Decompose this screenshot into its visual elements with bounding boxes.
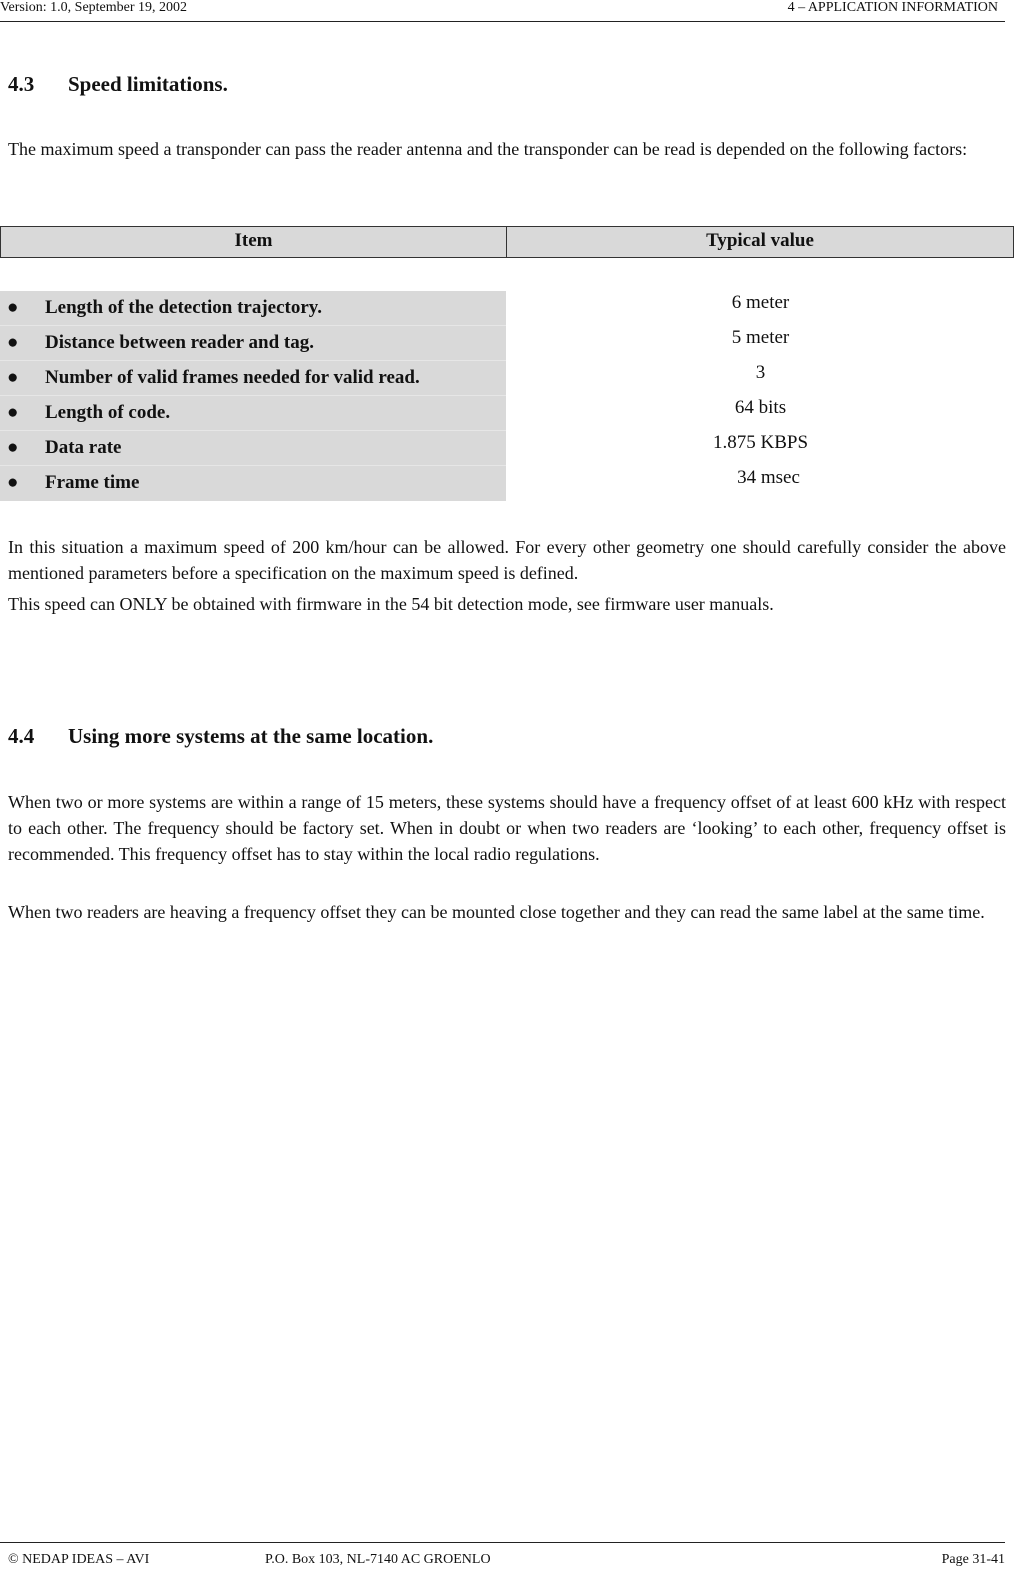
item-label: Length of the detection trajectory. <box>45 297 323 318</box>
bullet-icon: ● <box>7 297 19 318</box>
typical-value: 64 bits <box>734 397 787 418</box>
list-item <box>0 466 506 501</box>
list-item <box>0 326 506 361</box>
typical-values-list <box>507 287 1014 497</box>
typical-value: 1.875 KBPS <box>712 432 809 453</box>
list-item <box>0 361 506 396</box>
item-label: Data rate <box>45 437 122 458</box>
section-number: 4.3 <box>8 72 35 96</box>
firmware-note-paragraph: This speed can ONLY be obtained with firmware in the 54 bit detection mode, see firmware user manuals. <box>8 594 774 614</box>
column-header-item: Item <box>0 226 507 258</box>
typical-value: 3 <box>755 362 766 383</box>
header-version: Version: 1.0, September 19, 2002 <box>0 0 188 15</box>
bullet-icon: ● <box>7 367 19 388</box>
section-number: 4.4 <box>8 724 35 748</box>
typical-value: 5 meter <box>731 327 790 348</box>
frequency-offset-paragraph: When two or more systems are within a range of 15 meters, these systems should have a frequency offset of at least 600 kHz with respect to each other. The frequency should be factory set. When in doubt or when two readers are ‘looking’ to each other, frequency offset is recommended. This frequency offset has to stay within the local radio regulations. <box>8 792 1006 864</box>
bullet-icon: ● <box>7 402 19 423</box>
section-title: Using more systems at the same location. <box>68 724 434 748</box>
section-title: Speed limitations. <box>68 72 228 96</box>
section-4-4-heading <box>8 724 433 749</box>
speed-result-paragraph: In this situation a maximum speed of 200 km/hour can be allowed. For every other geometry one should carefully consider the above mentioned parameters before a specification on the maximum speed is defined. <box>8 537 1006 583</box>
item-label: Distance between reader and tag. <box>45 332 314 353</box>
item-label: Frame time <box>45 472 140 493</box>
footer-page-number: Page 31-41 <box>941 1552 1005 1567</box>
column-header-typical-value: Typical value <box>507 226 1014 258</box>
mounting-paragraph: When two readers are heaving a frequency offset they can be mounted close together and they can read the same label at the same time. <box>8 902 985 922</box>
typical-value: 34 msec <box>737 467 800 488</box>
footer-copyright: © NEDAP IDEAS – AVI <box>8 1552 150 1567</box>
page-header <box>0 0 1005 22</box>
typical-value: 6 meter <box>731 292 790 313</box>
list-item <box>0 396 506 431</box>
footer-address: P.O. Box 103, NL-7140 AC GROENLO <box>265 1552 491 1567</box>
list-item <box>0 291 506 326</box>
speed-intro-paragraph: The maximum speed a transponder can pass the reader antenna and the transponder can be read is depended on the following factors: <box>8 139 968 159</box>
bullet-icon: ● <box>7 472 19 493</box>
item-label: Number of valid frames needed for valid read. <box>45 367 420 388</box>
bullet-icon: ● <box>7 437 19 458</box>
factor-items-list <box>0 291 506 501</box>
header-chapter: 4 – APPLICATION INFORMATION <box>787 0 998 15</box>
list-item <box>0 431 506 466</box>
factors-table-header <box>0 226 1014 258</box>
item-label: Length of code. <box>45 402 171 423</box>
bullet-icon: ● <box>7 332 19 353</box>
section-4-3-heading <box>8 72 228 97</box>
page-footer <box>0 1542 1005 1578</box>
